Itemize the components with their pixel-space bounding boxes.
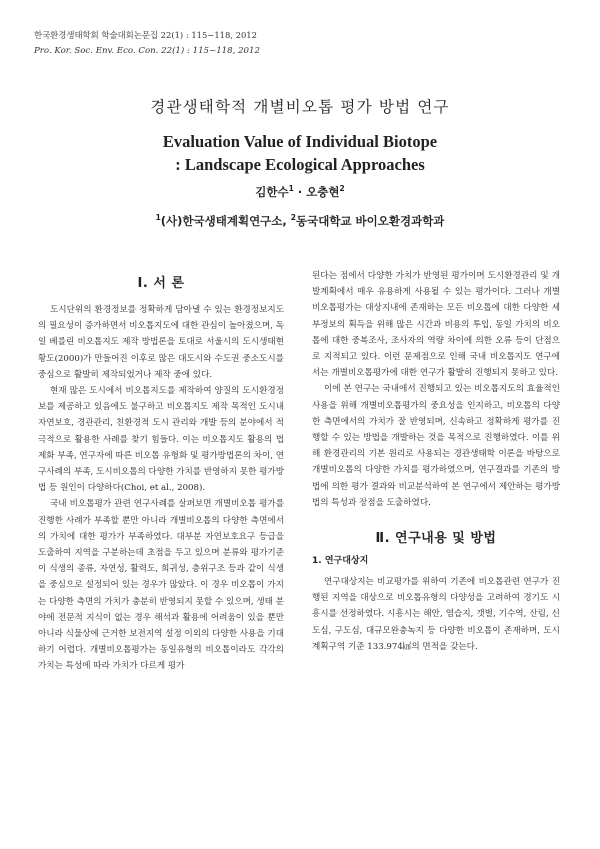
author-separator: · [293,185,307,199]
paper-title-english [0,130,600,176]
paper-title-korean: 경관생태학적 개별비오톱 평가 방법 연구 [150,98,450,116]
paragraph: 현재 많은 도시에서 비오톱지도를 제작하여 양질의 도시환경정보를 제공하고 있음에도 불구하고 비오톱지도 제작 목적인 도시내 자연보호, 경관관리, 친환경적 도시 관리와 개발 등의 분야에서 적극적으로 활용한 사례를 찾기 힘들다. 이는 비오톱지도 활용의 법제화 부족, 연구자에 따른 비오톱 유형화 및 평가방법론의 차이, 연구사례의 부족, 도시비오톱의 다양한 가치를 반영하지 못한 평가방법 등 원인이 다양하다(Choi, et al., 2008). [38,386,284,494]
affiliation-list [0,213,600,229]
journal-header [34,27,260,59]
affiliation-mark: 2 [290,213,296,223]
section-heading-introduction: Ⅰ. 서 론 [137,276,185,291]
paper-title-english-line2: : Landscape Ecological Approaches [175,155,425,174]
author-affil-mark: 2 [339,184,345,194]
author-name: 김한수 [255,185,289,199]
affiliation: (사)한국생태계획연구소, [160,214,291,228]
subsection-heading: 1. 연구대상지 [312,556,369,567]
author-name: 오충현 [306,185,340,199]
author-affil-mark: 1 [288,184,294,194]
paragraph-continued: 된다는 점에서 다양한 가치가 반영된 평가이며 도시환경관리 및 개발계획에서 매우 유용하게 사용될 수 있는 평가이다. 그러나 개별비오톱평가는 대상지내에 존재하는 모든 비오톱에 대한 다양한 세부정보의 획득을 위해 많은 시간과 비용의 투입, 동일 가치의 비오톱에 대한 중복조사, 조사자의 역량 차이에 의한 오류 등이 단점으로 지적되고 있다. 이런 문제점으로 인해 국내 비오톱지도 연구에서는 개별비오톱평가에 대한 연구가 활발히 진행되지 못하고 있다. [312,271,560,379]
section-heading-methods: Ⅱ. 연구내용 및 방법 [375,531,497,547]
author-list [0,184,600,200]
affiliation: 동국대학교 바이오환경과학과 [296,214,445,228]
paragraph: 연구대상지는 비교평가를 위하여 기존에 비오톱관련 연구가 진행된 지역을 대상으로 비오톱유형의 다양성을 고려하여 경기도 시흥시를 선정하였다. 시흥시는 해안, 염습지, 갯벌, 기수역, 산림, 신도심, 구도심, 대규모완충녹지 등 다양한 비오톱이 존재하며, 도시계획구역 기준 133.974㎢의 면적을 갖는다. [312,577,560,652]
right-column [312,268,560,655]
paragraph: 국내 비오톱평가 관련 연구사례를 살펴보면 개별비오톱 평가를 진행한 사례가 부족할 뿐만 아니라 개별비오톱의 다양한 측면에서의 가치에 대한 평가가 부족하였다. 대부분 자연보호요구 등급을 도출하여 지역을 구분하는데 초점을 두고 있으며 분류와 평가기준이 식생의 종류, 자연성, 활력도, 희귀성, 층위구조 등과 같이 식생을 중심으로 설정되어 있는 경우가 많았다. 이 경우 비오톱이 가지는 다양한 측면의 가치가 충분히 반영되지 못할 수 있으며, 생태 분야에 전문적 지식이 없는 경우 해석과 활용에 어려움이 있을 뿐만 아니라 식물상에 근거한 보전지역 설정 이외의 다양한 사용을 기대하기 어렵다. 개별비오톱평가는 동일유형의 비오톱이라도 각각의 가치는 특성에 따라 가치가 다르게 평가 [38,499,284,672]
affiliation-mark: 1 [155,213,161,223]
journal-citation-korean: 한국환경생태학회 학술대회논문집 22(1) : 115~118, 2012 [34,30,257,40]
journal-citation-english: Pro. Kor. Soc. Env. Eco. Con. 22(1) : 115~118, 2012 [34,46,260,56]
paper-title-english-line1: Evaluation Value of Individual Biotope [162,132,438,151]
paragraph: 이에 본 연구는 국내에서 진행되고 있는 비오톱지도의 효율적인 사용을 위해 개별비오톱평가의 중요성을 인지하고, 비오톱의 다양한 측면에서의 가치가 잘 반영되며, 신속하고 정확하게 평가를 진행할 수 있는 방법을 개발하는 것을 목적으로 진행하였다. 이를 위해 환경관리의 기본 원리로 사용되는 경관생태학 이론을 바탕으로 개별비오톱의 다양한 가치를 평가하였으며, 연구결과를 기존의 방법에 의한 평가 결과와 비교분석하여 본 연구에서 제안하는 평가방법의 특성과 장점을 도출하였다. [312,384,560,508]
left-column [38,268,284,675]
paragraph: 도시단위의 환경정보를 정확하게 담아낼 수 있는 환경정보지도의 필요성이 증가하면서 비오톱지도에 대한 관심이 높아졌으며, 독일 베를린 비오톱지도 제작 방법론을 토대로 서울시의 도시생태현황도(2000)가 만들어진 이후로 많은 대도시와 수도권 중소도시를 중심으로 활발히 제작되었거나 제작 중에 있다. [38,305,284,380]
